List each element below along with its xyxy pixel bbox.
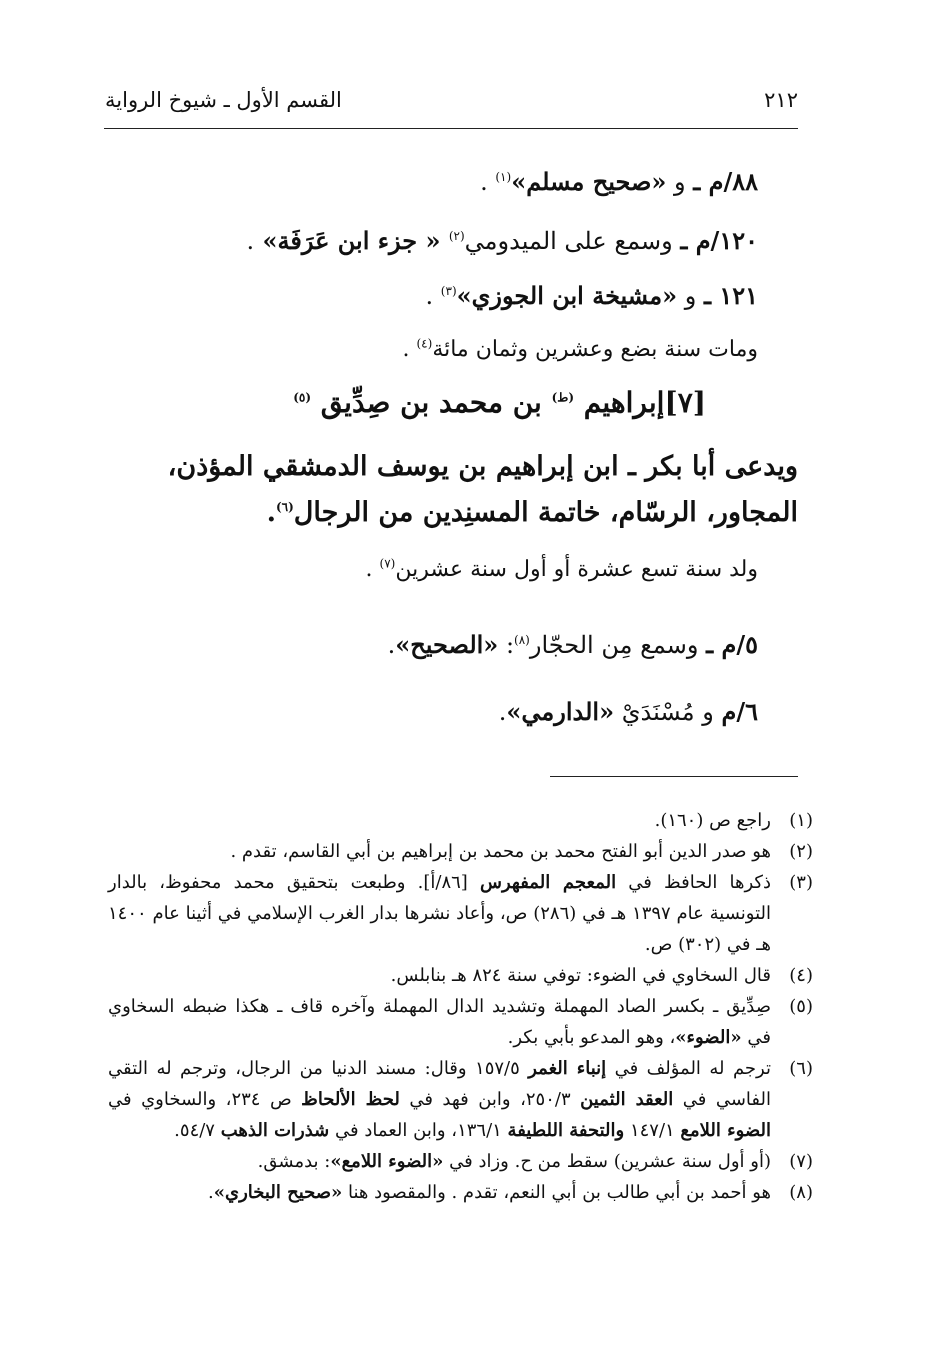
entry-text: و (666, 168, 694, 196)
entry-end: . (246, 227, 255, 255)
heading-name: [٧]إبراهيم (574, 386, 706, 419)
entry-text: وسمع مِن الحجّار (529, 631, 707, 659)
footnote-ref: (٤) (416, 336, 433, 351)
footnote-text (108, 991, 771, 1053)
footnote (108, 836, 813, 867)
footnote-text-part: ذكرها الحافظ في (616, 872, 771, 893)
entry-number: ٥/م ـ (706, 630, 758, 659)
entry-end: . (425, 282, 441, 310)
cited-work: المعجم المفهرس (480, 872, 617, 893)
birth-text: ولد سنة تسع عشرة أو أول سنة عشرين (395, 557, 758, 582)
birth-line (366, 557, 758, 583)
footnote-text: هو صدر الدين أبو الفتح محمد بن محمد بن إبراهيم بن أبي القاسم، تقدم . (230, 841, 771, 862)
death-text: ومات سنة بضع وعشرين وثمان مائة (432, 337, 758, 362)
footnote-text (108, 1177, 771, 1208)
footnote-number: (٢) (789, 841, 813, 862)
bio-text: ويدعى أبا بكر ـ ابن إبراهيم بن يوسف الدمشقي المؤذن، المجاور، الرسّام، خاتمة المسنِدين من الرجال (167, 451, 798, 528)
cited-work: «الضوء اللامع» (330, 1151, 444, 1172)
footnote-text-part: هو أحمد بن أبي طالب بن أبي النعم، تقدم . والمقصود هنا (342, 1182, 771, 1203)
footnote-text-part: ص ٢٣٤، والسخاوي في (108, 1089, 302, 1110)
footnote-number: (٦) (789, 1058, 813, 1079)
footnote (108, 867, 813, 960)
entry-line (426, 282, 758, 311)
book-title: «صحيح مسلم» (511, 167, 667, 196)
footnote-text-part: ١٥٧/٥ وقال: مسند الدنيا من الرجال، وترجم له التقي الفاسي في (108, 1058, 771, 1110)
bio-end: . (266, 497, 276, 528)
entry-end: . (480, 168, 496, 196)
book-title: «الصحيح» (395, 630, 499, 659)
cited-work: «صحيح البخاري» (213, 1182, 343, 1203)
entry-line (499, 698, 758, 727)
cited-work: الضوء اللامع (680, 1120, 771, 1141)
entry-end: . (498, 698, 507, 726)
footnote-ref: (١) (495, 170, 512, 184)
footnote-separator (550, 776, 798, 777)
footnote-text-part: ترجم له المؤلف في (606, 1058, 771, 1079)
section-title: القسم الأول ـ شيوخ الرواية (105, 88, 342, 112)
footnote-ref: (٥) (293, 390, 312, 405)
entry-end: . (387, 631, 396, 659)
footnote-text: راجع ص (١٦٠). (654, 810, 771, 831)
footnote-text (108, 1146, 771, 1177)
footnote-text-part: ١٣٦/١، وابن العماد في (329, 1120, 508, 1141)
entry-line (480, 168, 758, 197)
footnote-number: (٥) (789, 996, 813, 1017)
bio-paragraph (98, 444, 798, 536)
footnote-text (108, 867, 771, 960)
footnote-text-part: . (208, 1182, 214, 1203)
running-head (105, 88, 798, 112)
entry-text: و (677, 282, 704, 310)
cited-work: لحظ الألحاظ (301, 1089, 400, 1110)
footnote-number: (٣) (789, 872, 813, 893)
footnote (108, 1053, 813, 1146)
footnote-text-part: : بدمشق. (257, 1151, 331, 1172)
heading-lineage: بن محمد بن صِدِّيق (311, 386, 552, 419)
death-line (402, 337, 758, 363)
book-title: «الدارمي» (506, 697, 615, 726)
footnote-number: (٨) (789, 1182, 813, 1203)
entry-number: ١٢٠/م ـ (680, 226, 758, 255)
entry-text: و مُسْنَدَيْ (614, 698, 722, 726)
footnote-text-part: ٢٥٠/٣، وابن فهد في (399, 1089, 581, 1110)
footnote-text (108, 1053, 771, 1146)
footnote-ref: (٣) (440, 284, 457, 298)
entry-text: وسمع على الميدومي (464, 227, 681, 255)
entry-line (388, 631, 758, 660)
footnote-text-part: ١٤٧/١ (624, 1120, 681, 1141)
footnote (108, 991, 813, 1053)
entry-colon: : (498, 631, 515, 659)
line-end: . (402, 337, 417, 362)
footnote (108, 960, 813, 991)
footnote-text-part: ٥٤/٧. (174, 1120, 221, 1141)
line-end: . (365, 557, 380, 582)
entry-number: ١٢١ ـ (703, 281, 758, 310)
heading-marker: (ط) (551, 390, 575, 405)
book-title: «مشيخة ابن الجوزي» (456, 281, 678, 310)
footnote-ref: (٢) (448, 229, 465, 243)
footnote-text-part: صِدِّيق ـ بكسر الصاد المهملة وتشديد الدال المهملة وآخره قاف ـ هكذا ضبطه السخاوي في (108, 996, 771, 1048)
footnote-text: قال السخاوي في الضوء: توفي سنة ٨٢٤ هـ بنابلس. (390, 965, 771, 986)
footnotes (108, 805, 813, 1208)
header-rule (104, 128, 798, 129)
page-number: ٢١٢ (764, 88, 798, 112)
footnote (108, 805, 813, 836)
entry-number: ٦/م (721, 697, 758, 726)
cited-work: العقد الثمين (580, 1089, 674, 1110)
footnote (108, 1146, 813, 1177)
footnote-ref: (٧) (379, 556, 396, 571)
cited-work: والتحفة اللطيفة (507, 1120, 625, 1141)
cited-work: إنباء الغمر (528, 1058, 607, 1079)
cited-work: «الضوء» (675, 1027, 742, 1048)
entry-line (247, 227, 758, 256)
footnote-text-part: (أو أول سنة عشرين) سقط من ح. وزاد في (443, 1151, 771, 1172)
footnote (108, 1177, 813, 1208)
footnote-ref: (٦) (275, 500, 294, 514)
book-title: « جزء ابن عَرَفَة» (254, 226, 449, 255)
footnote-number: (٤) (789, 965, 813, 986)
footnote-text-part: [٨٦/أ]. وطبعت بتحقيق محمد محفوظ، بالدار التونسية عام ١٣٩٧ هـ في (٢٨٦) ص، وأعاد نشرها بدار الغرب الإسلامي في أثينا عام ١٤٠٠ هـ في (٣٠٢) ص. (108, 872, 771, 955)
footnote-number: (٧) (789, 1151, 813, 1172)
cited-work: شذرات الذهب (220, 1120, 330, 1141)
footnote-number: (١) (789, 810, 813, 831)
entry-heading (293, 386, 706, 419)
footnote-ref: (٨) (514, 633, 530, 647)
footnote-text-part: ، وهو المدعو بأبي بكر. (507, 1027, 676, 1048)
entry-number: ٨٨/م ـ (693, 167, 758, 196)
